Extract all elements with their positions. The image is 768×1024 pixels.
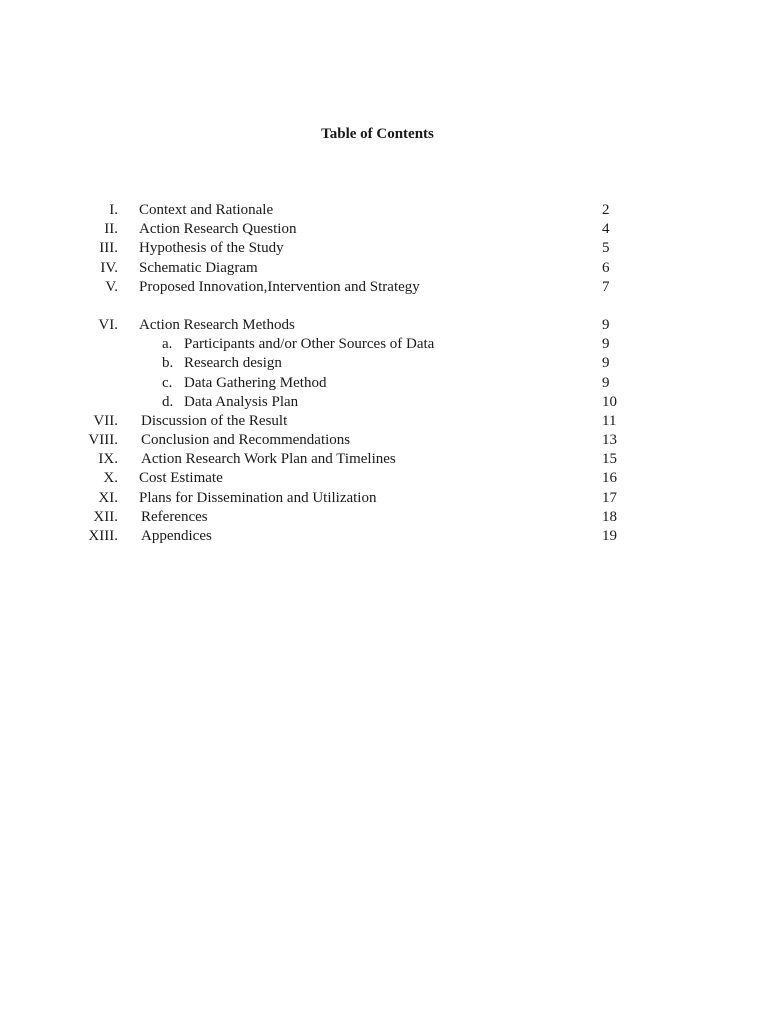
toc-subentry-research-design — [0, 354, 768, 373]
toc-entry-conclusion — [0, 431, 768, 450]
toc-entry-number: XI. — [98, 489, 118, 506]
toc-entry-work-plan — [0, 450, 768, 469]
toc-entry-number: II. — [104, 221, 118, 238]
toc-entry-action-research-question — [0, 220, 768, 239]
toc-entry-appendices — [0, 527, 768, 546]
toc-entry-label: Conclusion and Recommendations — [141, 432, 351, 449]
toc-subentry-letter: d. — [162, 393, 174, 410]
toc-entry-number: XII. — [93, 508, 118, 525]
toc-entry-page: 19 — [602, 528, 617, 544]
toc-entry-page: 13 — [602, 432, 617, 449]
toc-entry-page: 9 — [602, 374, 610, 391]
page-title: Table of Contents — [321, 126, 434, 142]
toc-entry-page: 6 — [602, 259, 610, 276]
toc-entry-label: Action Research Methods — [139, 316, 295, 333]
toc-entry-cost-estimate — [0, 469, 768, 488]
toc-entry-label: Cost Estimate — [139, 470, 223, 487]
toc-entry-page: 9 — [602, 336, 610, 353]
toc-entry-label: Hypothesis of the Study — [139, 240, 284, 257]
toc-subentry-label: Data Analysis Plan — [184, 393, 299, 410]
toc-entry-label: Schematic Diagram — [139, 259, 258, 276]
toc-subentry-letter: a. — [162, 336, 173, 353]
toc-entry-number: I. — [109, 202, 118, 218]
toc-entry-number: VI. — [98, 316, 118, 333]
toc-entry-page: 4 — [602, 221, 610, 238]
toc-entry-label: Plans for Dissemination and Utilization — [139, 489, 377, 506]
toc-entry-number: X. — [103, 470, 118, 487]
toc-subentry-label: Research design — [184, 355, 282, 372]
toc-entry-hypothesis — [0, 239, 768, 258]
toc-entry-action-research-methods — [0, 316, 768, 335]
toc-entry-number: VII. — [93, 412, 118, 429]
toc-subentry-data-analysis — [0, 393, 768, 412]
toc-entry-number: V. — [105, 278, 118, 295]
toc-entry-label: Context and Rationale — [139, 202, 274, 218]
toc-entry-page: 11 — [602, 412, 617, 429]
table-of-contents — [0, 201, 768, 546]
toc-entry-number: XIII. — [88, 528, 118, 544]
toc-entry-schematic-diagram — [0, 259, 768, 278]
toc-entry-page: 17 — [602, 489, 617, 506]
toc-subentry-letter: b. — [162, 355, 174, 372]
toc-entry-proposed-innovation — [0, 278, 768, 297]
toc-subentry-data-gathering — [0, 374, 768, 393]
toc-entry-number: III. — [99, 240, 118, 257]
toc-entry-context-and-rationale — [0, 201, 768, 220]
toc-entry-page: 2 — [602, 202, 610, 218]
toc-entry-page: 9 — [602, 316, 610, 333]
toc-entry-number: VIII. — [88, 432, 118, 449]
toc-subentry-label: Participants and/or Other Sources of Data — [184, 336, 435, 353]
toc-subentry-letter: c. — [162, 374, 173, 391]
toc-entry-page: 15 — [602, 451, 617, 468]
toc-entry-page: 18 — [602, 508, 617, 525]
toc-entry-label: Discussion of the Result — [141, 412, 288, 429]
toc-entry-page: 7 — [602, 278, 610, 295]
toc-subentry-participants — [0, 335, 768, 354]
toc-entry-page: 10 — [602, 393, 617, 410]
toc-entry-page: 16 — [602, 470, 617, 487]
toc-entry-label: Action Research Work Plan and Timelines — [141, 451, 396, 468]
toc-entry-label: Appendices — [141, 528, 212, 544]
toc-entry-page: 9 — [602, 355, 610, 372]
toc-entry-label: References — [141, 508, 208, 525]
toc-subentry-label: Data Gathering Method — [184, 374, 327, 391]
toc-entry-label: Action Research Question — [139, 221, 297, 238]
toc-entry-dissemination — [0, 489, 768, 508]
toc-entry-label: Proposed Innovation,Intervention and Strategy — [139, 278, 420, 295]
toc-entry-number: IX. — [98, 451, 118, 468]
toc-entry-number: IV. — [100, 259, 118, 276]
toc-entry-references — [0, 508, 768, 527]
toc-entry-page: 5 — [602, 240, 610, 257]
toc-entry-discussion — [0, 412, 768, 431]
